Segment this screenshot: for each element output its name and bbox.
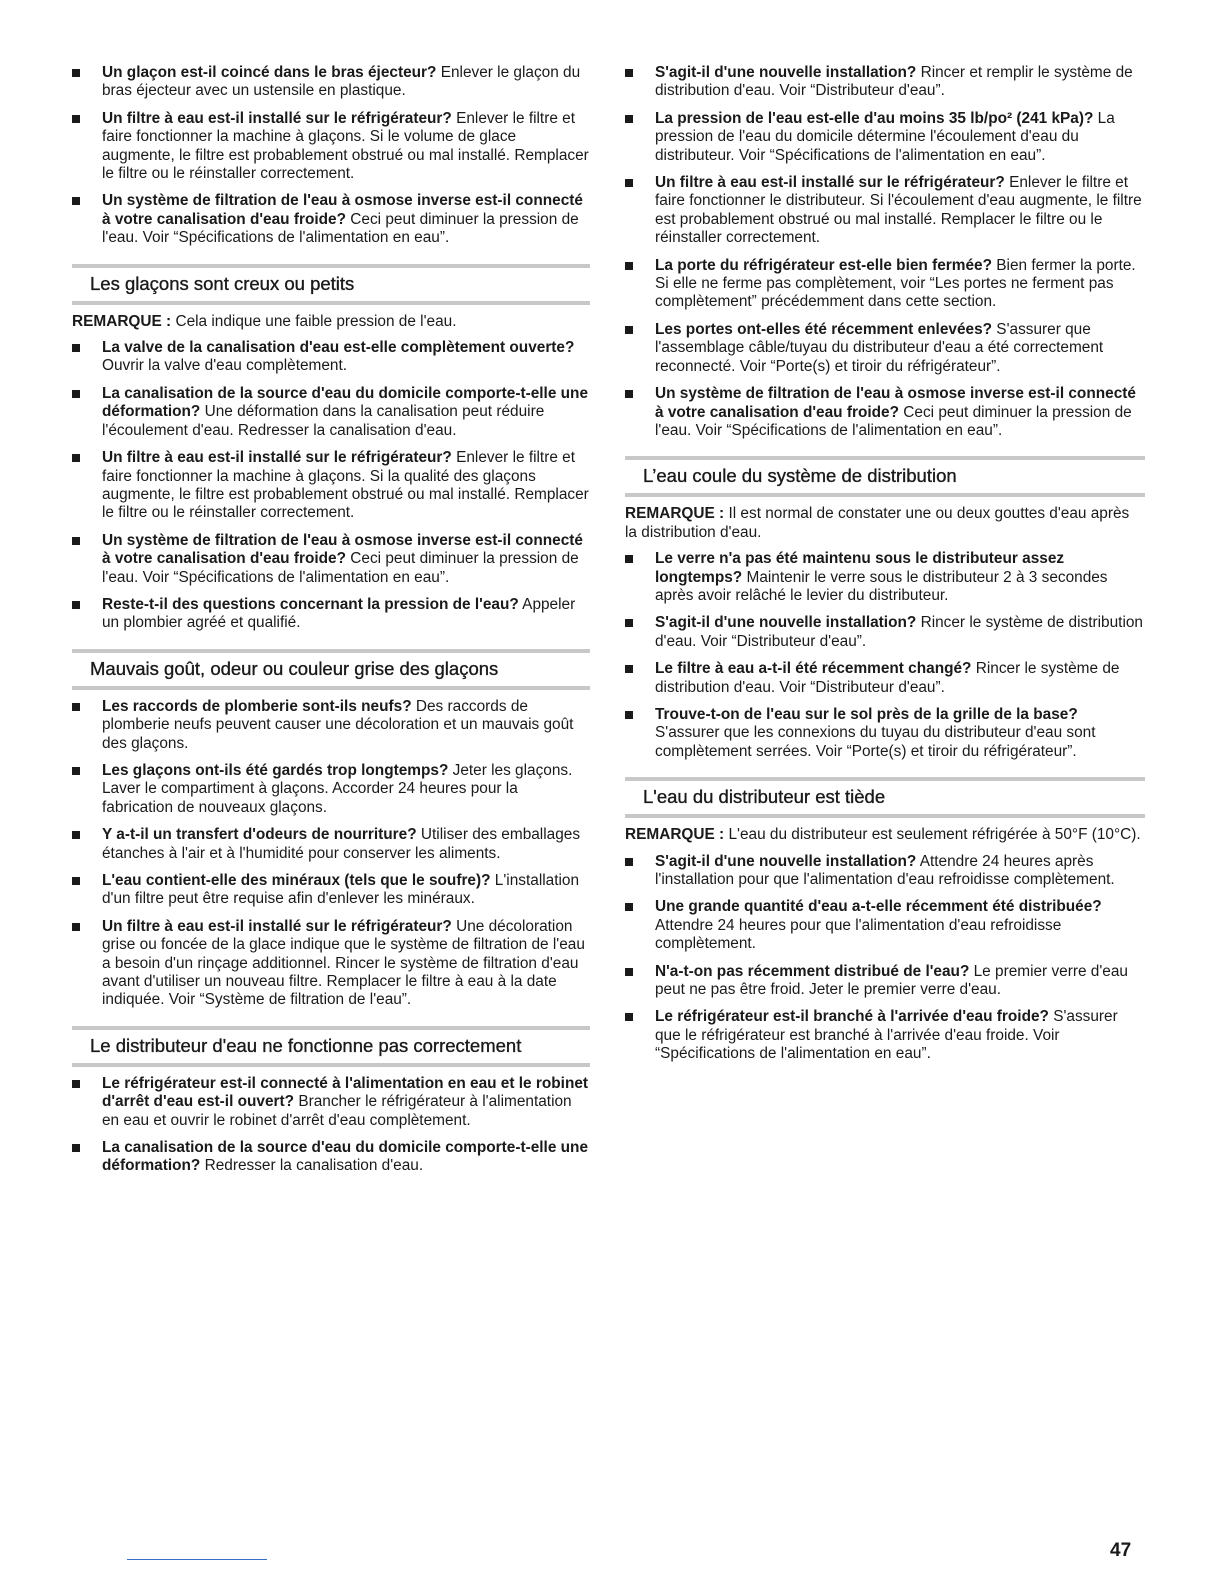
answer: Rincer le système de distribution d'eau. Voir “Distributeur d'eau”. (655, 660, 1120, 696)
question: L'eau contient-elle des minéraux (tels que le soufre)? (102, 872, 491, 889)
section-heading: L'eau du distributeur est tiède (625, 777, 1145, 818)
question: La canalisation de la source d'eau du domicile comporte-t-elle une déformation? (102, 1139, 589, 1175)
left-column (72, 64, 590, 1185)
question: S'agit-il d'une nouvelle installation? (655, 614, 917, 632)
list-item (72, 872, 590, 909)
list-item (625, 1008, 1145, 1063)
question: Le filtre à eau a-t-il été récemment changé? (655, 660, 972, 678)
answer: Une déformation dans la canalisation peut réduire l'écoulement d'eau. Redresser la canalisation d'eau. (102, 403, 545, 439)
answer: Ceci peut diminuer la pression de l'eau. Voir “Spécifications de l'alimentation en eau”. (102, 210, 579, 247)
answer: Brancher le réfrigérateur à l'alimentation en eau et ouvrir le robinet d'arrêt d'eau complètement. (102, 1093, 572, 1129)
question: Les portes ont-elles été récemment enlevées? (655, 320, 993, 338)
question: Le réfrigérateur est-il branché à l'arrivée d'eau froide? (655, 1008, 1049, 1026)
note-text: L'eau du distributeur est seulement réfrigérée à 50°F (10°C). (724, 826, 1141, 844)
answer: S'assurer que l'assemblage câble/tuyau du distributeur d'eau a été correctement reconnecté. Voir “Porte(s) et tiroir du réfrigérateur”. (655, 320, 1104, 375)
footer-rule (127, 1559, 267, 1560)
list-item (72, 762, 590, 817)
answer: Une décoloration grise ou foncée de la glace indique que le système de filtration de l'eau a besoin d'un rinçage additionnel. Rincer le système de filtration d'eau avant d'utiliser un nouveau filtre. Remplacer le filtre à eau à la date indiquée. Voir “Système de filtration de l'eau”. (102, 917, 585, 1009)
list-item (72, 385, 590, 440)
list-item (72, 826, 590, 863)
note (625, 826, 1145, 844)
section-heading: Le distributeur d'eau ne fonctionne pas correctement (72, 1026, 590, 1067)
question: La canalisation de la source d'eau du domicile comporte-t-elle une déformation? (102, 384, 589, 421)
question: Un filtre à eau est-il installé sur le réfrigérateur? (102, 917, 452, 935)
list-item (625, 660, 1145, 697)
list-item (72, 698, 590, 753)
answer: L'installation d'un filtre peut être requise afin d'enlever les minéraux. (102, 872, 580, 908)
note-label: REMARQUE : (625, 826, 725, 844)
note-text: Il est normal de constater une ou deux gouttes d'eau après la distribution d'eau. (625, 505, 1130, 541)
section-heading: Les glaçons sont creux ou petits (72, 264, 590, 305)
question: Un système de filtration de l'eau à osmose inverse est-il connecté à votre canalisation d'eau froide? (655, 385, 1136, 421)
section-hollow-ice (72, 264, 590, 633)
question: Les glaçons ont-ils été gardés trop longtemps? (102, 761, 449, 779)
answer: Des raccords de plomberie neufs peuvent causer une décoloration et un mauvais goût des glaçons. (102, 697, 574, 752)
warm-water-list (625, 853, 1145, 1064)
list-item (625, 706, 1145, 761)
list-item (72, 449, 590, 523)
right-column (625, 64, 1145, 1073)
list-item (625, 898, 1145, 953)
list-item (625, 550, 1145, 605)
list-item (625, 110, 1145, 165)
bad-taste-list (72, 698, 590, 1010)
water-leak-list (625, 550, 1145, 761)
answer: Attendre 24 heures après l'installation pour que l'alimentation d'eau refroidisse complètement. (655, 852, 1115, 888)
answer: La pression de l'eau du domicile détermine l'écoulement d'eau du distributeur. Voir “Spécifications de l'alimentation en eau”. (655, 109, 1115, 164)
list-item (72, 1139, 590, 1176)
answer: Maintenir le verre sous le distributeur 2 à 3 secondes après avoir relâché le levier du distributeur. (655, 568, 1108, 604)
answer: Rincer et remplir le système de distribution d'eau. Voir “Distributeur d'eau”. (655, 64, 1133, 100)
question: Y a-t-il un transfert d'odeurs de nourriture? (102, 826, 417, 844)
section-water-leak (625, 456, 1145, 761)
list-item (72, 918, 590, 1010)
question: Un filtre à eau est-il installé sur le réfrigérateur? (102, 449, 452, 467)
question: Un filtre à eau est-il installé sur le réfrigérateur? (655, 174, 1005, 192)
question: Un filtre à eau est-il installé sur le réfrigérateur? (102, 109, 452, 127)
page-number: 47 (1110, 1540, 1132, 1561)
answer: Enlever le filtre et faire fonctionner le distributeur. Si l'écoulement d'eau augmente, le filtre est probablement obstrué ou mal installé. Remplacer le filtre ou le réinstaller correctement. (655, 174, 1142, 247)
note-label: REMARQUE : (625, 505, 725, 523)
hollow-ice-list (72, 339, 590, 633)
answer: Redresser la canalisation d'eau. (200, 1157, 424, 1175)
answer: Ouvrir la valve d'eau complètement. (102, 357, 348, 375)
question: S'agit-il d'une nouvelle installation? (655, 852, 917, 870)
answer: Enlever le glaçon du bras éjecteur avec un ustensile en plastique. (102, 64, 581, 100)
answer: Appeler un plombier agréé et qualifié. (102, 595, 576, 632)
question: Le verre n'a pas été maintenu sous le distributeur assez longtemps? (655, 550, 1065, 586)
answer: Le premier verre d'eau peut ne pas être froid. Jeter le premier verre d'eau. (655, 962, 1128, 999)
answer: Attendre 24 heures pour que l'alimentation d'eau refroidisse complètement. (655, 916, 1062, 953)
dispenser-list (72, 1075, 590, 1176)
question: La valve de la canalisation d'eau est-elle complètement ouverte? (102, 339, 575, 357)
list-item (625, 385, 1145, 440)
question: Le réfrigérateur est-il connecté à l'alimentation en eau et le robinet d'arrêt d'eau est-il ouvert? (102, 1074, 589, 1111)
list-item (625, 963, 1145, 1000)
question: Reste-t-il des questions concernant la pression de l'eau? (102, 595, 519, 613)
question: S'agit-il d'une nouvelle installation? (655, 64, 917, 81)
question: Un système de filtration de l'eau à osmose inverse est-il connecté à votre canalisation d'eau froide? (102, 531, 583, 568)
list-item (72, 532, 590, 587)
answer: Ceci peut diminuer la pression de l'eau. Voir “Spécifications de l'alimentation en eau”. (102, 550, 579, 586)
list-item (625, 321, 1145, 376)
question: N'a-t-on pas récemment distribué de l'eau? (655, 962, 970, 980)
answer: Bien fermer la porte. Si elle ne ferme pas complètement, voir “Les portes ne ferment pas complètement” précédemment dans cette section. (655, 256, 1136, 311)
section-bad-taste (72, 649, 590, 1010)
answer: Rincer le système de distribution d'eau. Voir “Distributeur d'eau”. (655, 614, 1143, 650)
answer: Jeter les glaçons. Laver le compartiment à glaçons. Accorder 24 heures pour la fabrication de nouveaux glaçons. (102, 761, 573, 816)
answer: S'assurer que le réfrigérateur est branché à l'arrivée d'eau froide. Voir “Spécifications de l'alimentation en eau”. (655, 1008, 1118, 1063)
question: Trouve-t-on de l'eau sur le sol près de la grille de la base? (655, 705, 1078, 723)
list-item (625, 853, 1145, 890)
note-text: Cela indique une faible pression de l'eau. (171, 312, 457, 330)
answer: S'assurer que les connexions du tuyau du distributeur d'eau sont complètement serrées. Voir “Porte(s) et tiroir du réfrigérateur”. (655, 724, 1096, 760)
answer: Ceci peut diminuer la pression de l'eau. Voir “Spécifications de l'alimentation en eau”. (655, 403, 1132, 439)
section-dispenser (72, 1026, 590, 1176)
list-item (72, 596, 590, 633)
note (72, 313, 590, 331)
list-item (625, 614, 1145, 651)
list-item (72, 64, 590, 101)
right-top-list (625, 64, 1145, 440)
list-item (72, 192, 590, 247)
question: La porte du réfrigérateur est-elle bien fermée? (655, 256, 992, 274)
question: Un système de filtration de l'eau à osmose inverse est-il connecté à votre canalisation d'eau froide? (102, 192, 583, 228)
question: La pression de l'eau est-elle d'au moins 35 lb/po² (241 kPa)? (655, 109, 1094, 127)
left-top-list (72, 64, 590, 248)
question: Les raccords de plomberie sont-ils neufs? (102, 697, 412, 715)
question: Une grande quantité d'eau a-t-elle récemment été distribuée? (655, 898, 1102, 916)
section-heading: Mauvais goût, odeur ou couleur grise des glaçons (72, 649, 590, 690)
note (625, 505, 1145, 542)
list-item (72, 110, 590, 184)
section-heading: L’eau coule du système de distribution (625, 456, 1145, 497)
list-item (72, 339, 590, 376)
answer: Utiliser des emballages étanches à l'air et à l'humidité pour conserver les aliments. (102, 826, 581, 862)
note-label: REMARQUE : (72, 312, 172, 330)
list-item (625, 257, 1145, 312)
list-item (625, 174, 1145, 248)
list-item (72, 1075, 590, 1130)
answer: Enlever le filtre et faire fonctionner la machine à glaçons. Si la qualité des glaçons augmente, le filtre est probablement obstrué ou mal installé. Remplacer le filtre ou le réinstaller correctement. (102, 449, 589, 522)
answer: Enlever le filtre et faire fonctionner la machine à glaçons. Si le volume de glace augmente, le filtre est probablement obstrué ou mal installé. Remplacer le filtre ou le réinstaller correctement. (102, 109, 589, 183)
question: Un glaçon est-il coincé dans le bras éjecteur? (102, 64, 437, 81)
section-warm-water (625, 777, 1145, 1063)
list-item (625, 64, 1145, 101)
